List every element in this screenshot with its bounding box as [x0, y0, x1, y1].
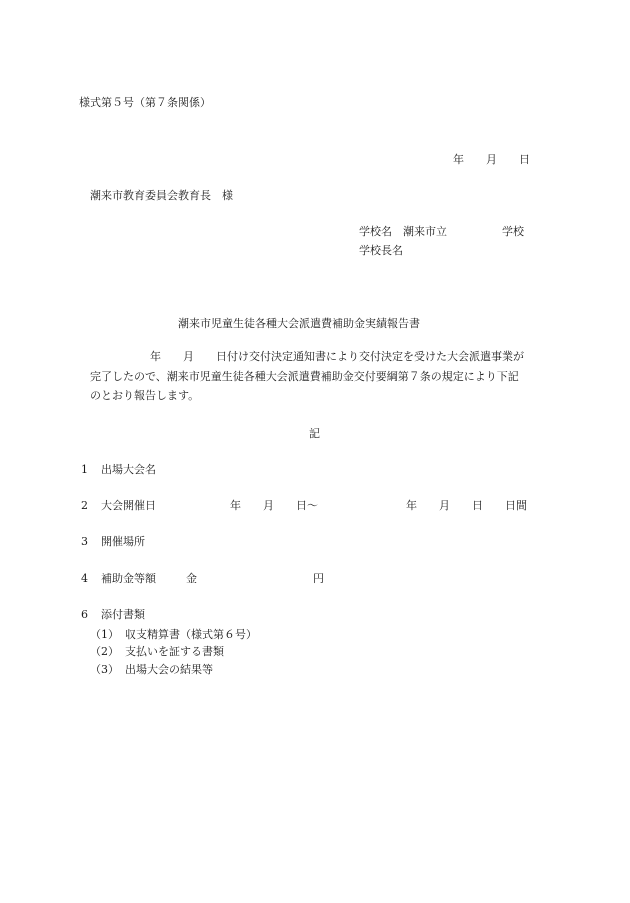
ki-heading: 記	[309, 427, 320, 440]
attachment-number: （3）	[90, 663, 119, 676]
item-label-event-name: 出場大会名	[101, 463, 156, 476]
date-line: 年 月 日	[453, 153, 530, 166]
item-number: 3	[81, 535, 88, 548]
document-title: 潮来市児童生徒各種大会派遣費補助金実績報告書	[178, 317, 420, 330]
principal-name-line: 学校長名	[359, 244, 403, 257]
form-number: 様式第５号（第７条関係）	[79, 96, 211, 109]
item-number: 1	[81, 463, 88, 476]
item-number: 2	[81, 499, 88, 512]
item-label-subsidy-amount: 補助金等額	[101, 572, 156, 585]
attachment-label: 収支精算書（様式第６号）	[125, 628, 257, 641]
amount-prefix: 金	[186, 572, 197, 585]
event-start-date: 年 月 日～	[230, 499, 318, 512]
attachment-number: （2）	[90, 645, 119, 658]
item-label-attachments: 添付書類	[101, 608, 145, 621]
item-label-event-dates: 大会開催日	[101, 499, 156, 512]
addressee: 潮来市教育委員会教育長 様	[90, 189, 233, 202]
body-line-3: のとおり報告します。	[90, 389, 200, 402]
item-number: 4	[81, 572, 88, 585]
body-line-2: 完了したので、潮来市児童生徒各種大会派遣費補助金交付要綱第７条の規定により下記	[90, 370, 519, 383]
attachment-number: （1）	[90, 628, 119, 641]
attachment-label: 出場大会の結果等	[125, 663, 213, 676]
item-label-venue: 開催場所	[101, 535, 145, 548]
amount-unit: 円	[313, 572, 324, 585]
event-end-date: 年 月 日 日間	[406, 499, 527, 512]
attachment-label: 支払いを証する書類	[125, 645, 224, 658]
body-line-1: 年 月 日付け交付決定通知書により交付決定を受けた大会派遣事業が	[150, 350, 524, 363]
item-number: 6	[81, 608, 88, 621]
school-name-line: 学校名 潮来市立 学校	[359, 225, 524, 238]
